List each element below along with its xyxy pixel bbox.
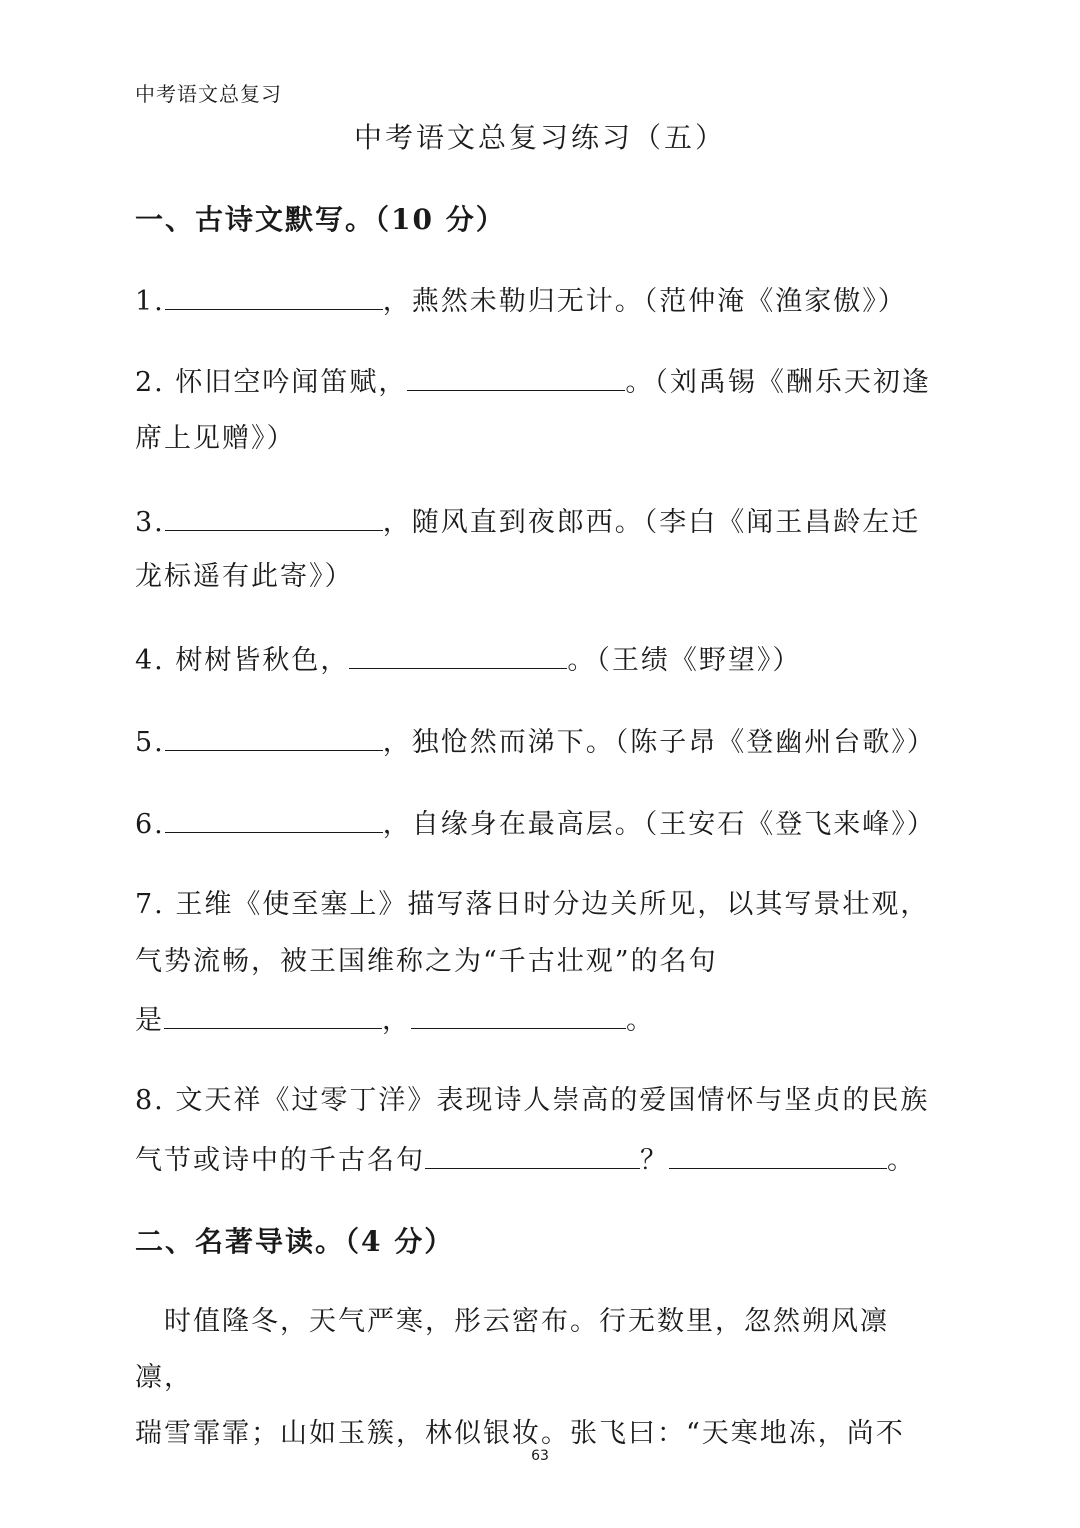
question-number: 1. — [135, 286, 165, 317]
question-8-line-2 — [135, 1140, 925, 1180]
answer-blank[interactable] — [164, 1000, 382, 1029]
answer-blank[interactable] — [669, 1140, 887, 1169]
question-text: 。 — [887, 1145, 916, 1176]
question-5 — [135, 722, 936, 762]
question-text: ，随风直到夜郎西。（李白《闻王昌龄左迁 — [382, 507, 921, 538]
question-text: 。（王绩《野望》） — [567, 645, 802, 676]
question-8: 8. 文天祥《过零丁洋》表现诗人崇高的爱国情怀与坚贞的民族 — [135, 1085, 930, 1116]
passage-line: 时值隆冬，天气严寒，彤云密布。行无数里，忽然朔风凛凛， — [135, 1306, 889, 1393]
question-1 — [135, 281, 925, 321]
question-text: ， — [382, 1005, 411, 1036]
question-number: 3. — [135, 507, 165, 538]
section-heading-poetry: 一、古诗文默写。（10 分） — [135, 203, 506, 236]
page-number: 63 — [531, 1448, 549, 1464]
question-7: 7. 王维《使至塞上》描写落日时分边关所见，以其写景壮观， — [135, 889, 930, 920]
question-text: ，独怆然而涕下。（陈子昂《登幽州台歌》） — [382, 727, 936, 758]
answer-blank[interactable] — [411, 1000, 626, 1029]
question-7-line-2: 气势流畅，被王国维称之为“千古壮观”的名句 — [135, 946, 718, 977]
question-6 — [135, 804, 936, 844]
question-text: 4. 树树皆秋色， — [135, 645, 350, 676]
reading-passage — [135, 1294, 925, 1462]
question-7-line-3 — [135, 1000, 925, 1040]
question-2 — [135, 362, 931, 402]
running-header: 中考语文总复习 — [135, 82, 282, 106]
question-text: 。（刘禹锡《酬乐天初逢 — [625, 367, 931, 398]
page-title: 中考语文总复习练习（五） — [353, 121, 726, 154]
passage-line: 瑞雪霏霏；山如玉簇，林似银妆。张飞曰：“天寒地冻，尚不 — [135, 1418, 905, 1449]
question-text: 是 — [135, 1005, 164, 1036]
question-3-continued: 龙标遥有此寄》） — [135, 561, 354, 592]
question-text: ，自缘身在最高层。（王安石《登飞来峰》） — [382, 809, 936, 840]
answer-blank[interactable] — [425, 1140, 640, 1169]
answer-blank[interactable] — [165, 281, 383, 310]
answer-blank[interactable] — [165, 502, 383, 531]
question-number: 5. — [135, 727, 165, 758]
answer-blank[interactable] — [349, 640, 567, 669]
answer-blank[interactable] — [407, 362, 625, 391]
answer-blank[interactable] — [165, 722, 383, 751]
question-number: 6. — [135, 809, 165, 840]
question-text: 。 — [626, 1005, 655, 1036]
question-text: 2. 怀旧空吟闻笛赋， — [135, 367, 408, 398]
question-text: 气节或诗中的千古名句 — [135, 1145, 425, 1176]
section-heading-classics: 二、名著导读。（4 分） — [135, 1225, 455, 1258]
question-4 — [135, 640, 925, 680]
question-2-continued: 席上见赠》） — [135, 423, 296, 454]
question-text: ，燕然未勒归无计。（范仲淹《渔家傲》） — [382, 286, 907, 317]
question-text: ？ — [640, 1145, 669, 1176]
question-3 — [135, 502, 925, 542]
answer-blank[interactable] — [165, 804, 383, 833]
